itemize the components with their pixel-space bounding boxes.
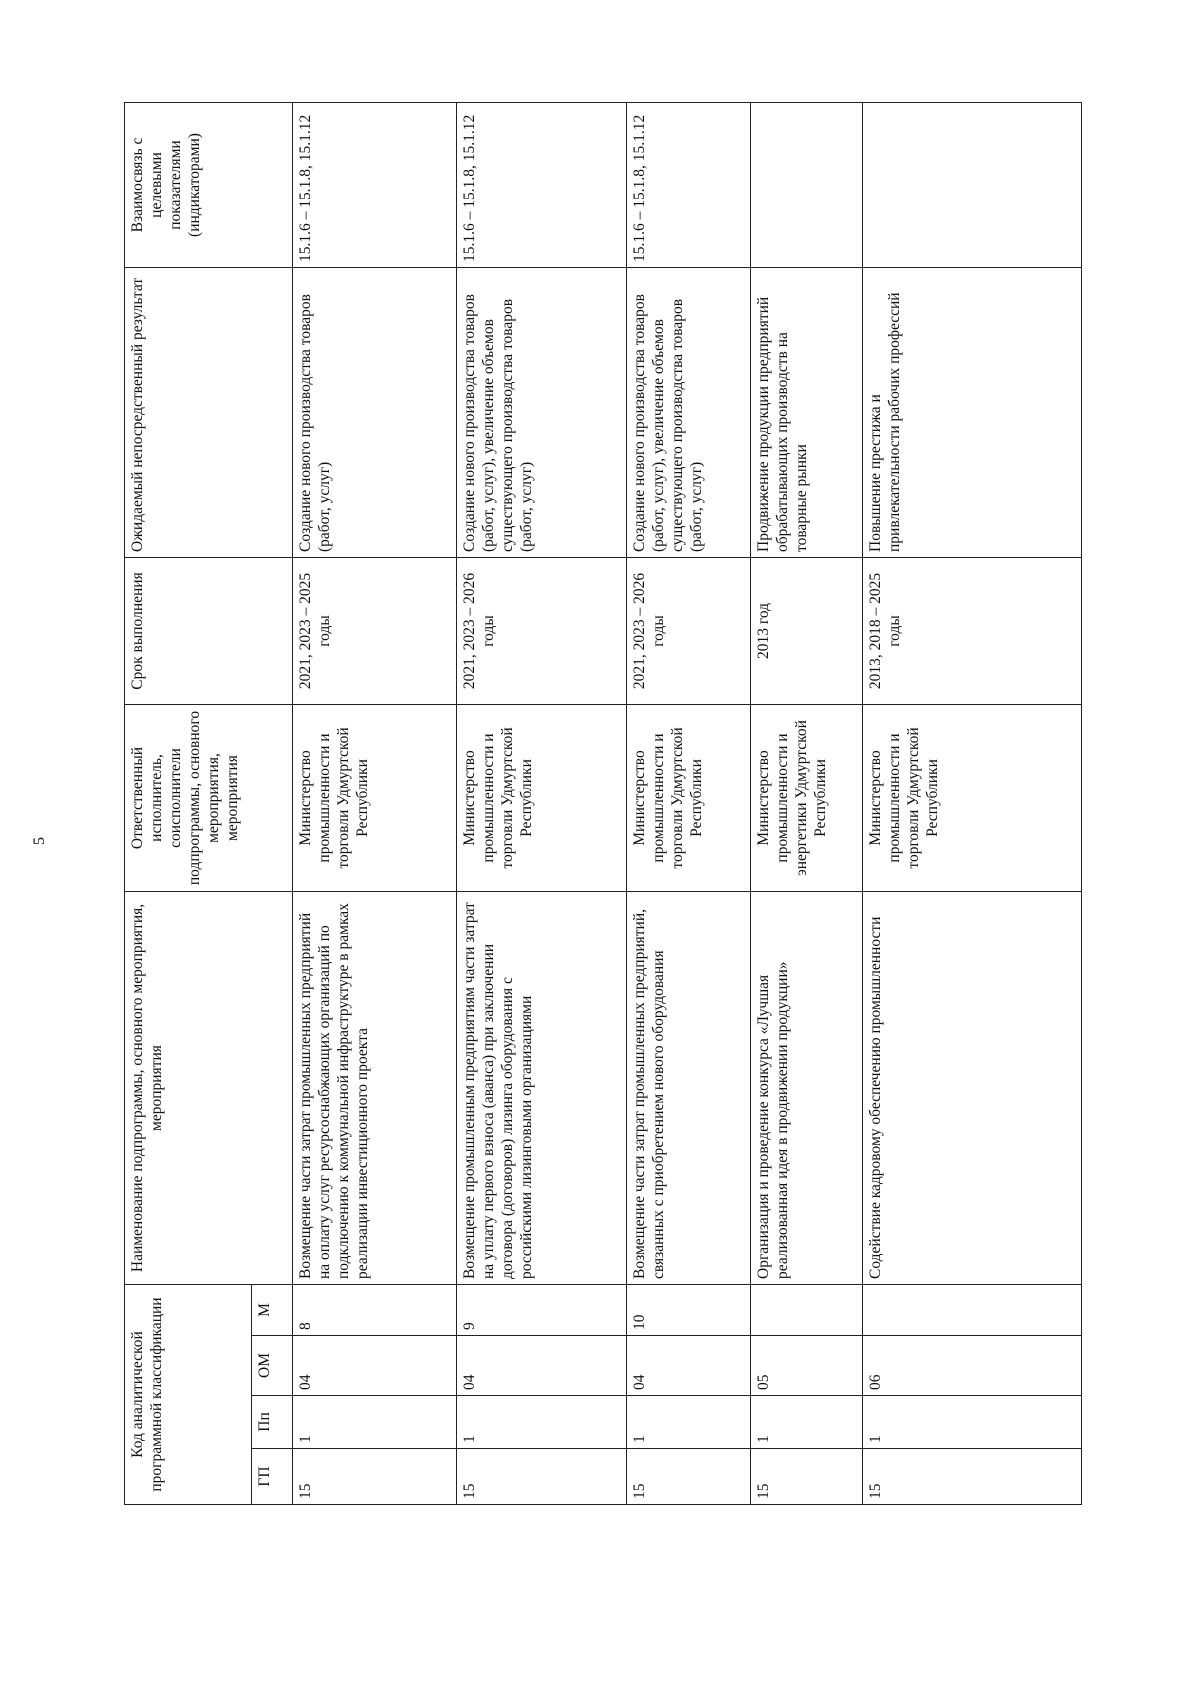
header-code-pp: Пп [252,1396,293,1449]
cell-om: 06 [863,1336,1082,1396]
program-measures-table [124,102,1082,1505]
cell-responsible: Министерство промышленности и торговли Удмуртской Республики [627,705,751,892]
cell-term: 2021, 2023 – 2026 годы [627,558,751,705]
cell-name: Возмещение части затрат промышленных предприятий на оплату услуг ресурсоснабжающих организаций по подключению к коммунальной инфраструктуре в рамках реализации инвестиционного проекта [293,892,457,1285]
cell-name: Содействие кадровому обеспечению промышленности [863,892,1082,1285]
cell-term: 2013, 2018 – 2025 годы [863,558,1082,705]
cell-pp: 1 [457,1396,627,1449]
cell-responsible: Министерство промышленности и торговли Удмуртской Республики [863,705,1082,892]
cell-pp: 1 [863,1396,1082,1449]
cell-responsible: Министерство промышленности и торговли Удмуртской Республики [293,705,457,892]
cell-gp: 15 [751,1449,863,1505]
cell-m: 10 [627,1285,751,1336]
table-row [457,103,627,1505]
cell-om: 04 [293,1336,457,1396]
cell-responsible: Министерство промышленности и торговли Удмуртской Республики [457,705,627,892]
cell-m: 9 [457,1285,627,1336]
page-number: 5 [31,837,48,845]
table-row [751,103,863,1505]
header-link: Взаимосвязь с целевыми показателями (индикаторами) [125,103,293,268]
cell-m [863,1285,1082,1336]
cell-om: 04 [457,1336,627,1396]
header-code-gp: ГП [252,1449,293,1505]
rotated-table-container [124,103,1082,1505]
cell-result: Повышение престижа и привлекательности рабочих профессий [863,268,1082,558]
cell-result: Создание нового производства товаров (работ, услуг), увеличение объемов существующего производства товаров (работ, услуг) [627,268,751,558]
header-code-om: ОМ [252,1336,293,1396]
cell-result: Создание нового производства товаров (работ, услуг) [293,268,457,558]
header-code-m: М [252,1285,293,1336]
table-row [293,103,457,1505]
cell-pp: 1 [293,1396,457,1449]
header-result: Ожидаемый непосредственный результат [125,268,293,558]
cell-m [751,1285,863,1336]
header-term: Срок выполнения [125,558,293,705]
cell-om: 04 [627,1336,751,1396]
cell-link [863,103,1082,268]
cell-result: Создание нового производства товаров (работ, услуг), увеличение объемов существующего производства товаров (работ, услуг) [457,268,627,558]
header-code-group: Код аналитической программной классификации [125,1285,252,1505]
cell-link: 15.1.6 – 15.1.8, 15.1.12 [627,103,751,268]
cell-pp: 1 [751,1396,863,1449]
cell-name: Возмещение части затрат промышленных предприятий, связанных с приобретением нового оборудования [627,892,751,1285]
table-row [863,103,1082,1505]
cell-om: 05 [751,1336,863,1396]
cell-m: 8 [293,1285,457,1336]
cell-term: 2021, 2023 – 2025 годы [293,558,457,705]
cell-term: 2021, 2023 – 2026 годы [457,558,627,705]
cell-link: 15.1.6 – 15.1.8, 15.1.12 [293,103,457,268]
header-responsible: Ответственный исполнитель, соисполнители подпрограммы, основного мероприятия, мероприятия [125,705,293,892]
cell-gp: 15 [863,1449,1082,1505]
cell-pp: 1 [627,1396,751,1449]
cell-link [751,103,863,268]
cell-name: Возмещение промышленным предприятиям части затрат на уплату первого взноса (аванса) при заключении договора (договоров) лизинга оборудования с российскими лизинговыми организациями [457,892,627,1285]
cell-gp: 15 [293,1449,457,1505]
cell-gp: 15 [627,1449,751,1505]
header-name: Наименование подпрограммы, основного мероприятия, мероприятия [125,892,293,1285]
cell-name: Организация и проведение конкурса «Лучшая реализованная идея в продвижении продукции» [751,892,863,1285]
cell-result: Продвижение продукции предприятий обрабатывающих производств на товарные рынки [751,268,863,558]
table-row [627,103,751,1505]
cell-responsible: Министерство промышленности и энергетики Удмуртской Республики [751,705,863,892]
cell-term: 2013 год [751,558,863,705]
cell-link: 15.1.6 – 15.1.8, 15.1.12 [457,103,627,268]
cell-gp: 15 [457,1449,627,1505]
